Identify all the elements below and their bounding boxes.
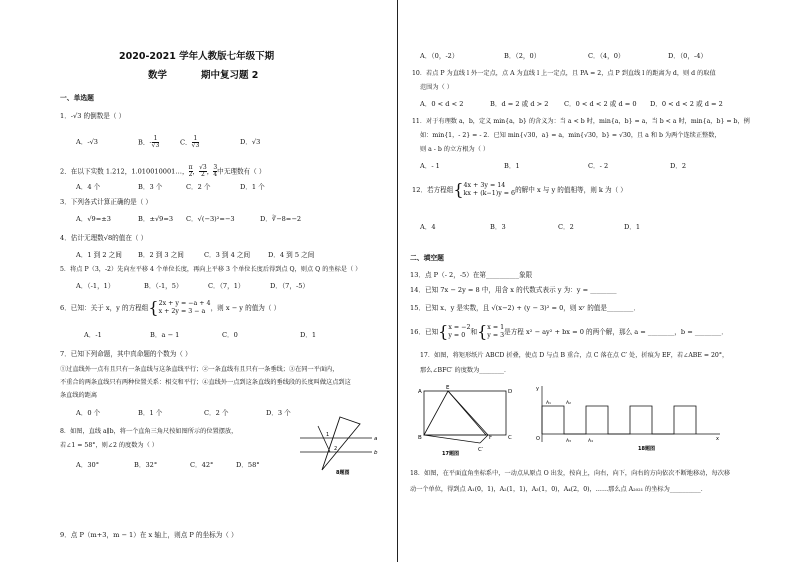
q1-option-a: A．-√3	[76, 138, 98, 146]
q10-option-d: D．0 < d < 2 或 d = 2	[650, 100, 723, 108]
svg-text:y: y	[536, 386, 539, 392]
q9-option-a: A．（0，-2）	[420, 52, 459, 60]
q12-option-b: B．3	[490, 223, 506, 231]
question-18-line-2: 动一个单位，得到点 A₁(0，1)，A₂(1，1)，A₃(1，0)，A₄(2，0)，……那么点 A₂₀₂₁ 的坐标为__________．	[410, 486, 707, 493]
question-12: 12．若方程组{ 4x + 3y = 14 kx + (k−1)y = 6 的解中 x 与 y 的值相等，则 k 为（ ）	[412, 180, 627, 199]
q7-statement-line-3: 条直线的距离	[60, 392, 98, 399]
q6-option-d: D．1	[300, 331, 317, 339]
question-15: 15．已知 x、y 是实数，且 √(x−2) + (y − 3)² = 0，则 xʸ 的值是________．	[410, 304, 640, 312]
q11-option-c: C．- 2	[588, 162, 609, 170]
q9-option-b: B．（2，0）	[504, 52, 541, 60]
question-7: 7．已知下列命题，其中真命题的个数为（ ）	[60, 350, 192, 358]
question-8-line-2: 若∠1 = 58°，则∠2 的度数为（ ）	[60, 442, 158, 449]
question-14: 14．已知 7x − 2y = 8 中，用含 x 的代数式表示 y 为：y = ________	[410, 286, 617, 294]
section-fill-in: 二、填空题	[410, 254, 444, 262]
q7-option-c: C．2 个	[204, 409, 229, 417]
q11-option-a: A．- 1	[420, 162, 440, 170]
question-11-line-2: 如：min{1，- 2} = - 2．已知 min{√30，a} = a，min{√30，b} = √30，且 a 和 b 为两个连续正整数，	[420, 132, 721, 139]
q3-option-b: B．±√9=3	[138, 215, 174, 223]
q1-option-c: C． $\frac{1}{√3}$	[180, 135, 200, 149]
q4-option-a: A．1 到 2 之间	[76, 251, 122, 259]
right-column	[398, 0, 794, 562]
q12-option-a: A．4	[420, 223, 436, 231]
q3-option-a: A．√9=±3	[76, 215, 111, 223]
figure-17	[416, 385, 516, 460]
question-10-line-2: 范围为（ ）	[420, 84, 453, 91]
q10-option-b: B．d = 2 或 d > 2	[490, 100, 549, 108]
figure-8-caption: 8题图	[336, 470, 350, 476]
exam-label: 期中复习题 2	[201, 70, 259, 81]
question-17-line-2: 那么∠BFC′ 的度数为________．	[420, 367, 511, 374]
zigzag-path	[542, 406, 696, 434]
q6-option-b: B．a − 1	[150, 331, 180, 339]
q5-option-d: D．（7，-5）	[270, 282, 309, 290]
q7-option-a: A．0 个	[76, 409, 101, 417]
svg-text:C: C	[508, 435, 512, 441]
svg-text:O: O	[536, 436, 540, 442]
triangle-side	[318, 426, 330, 452]
q9-option-c: C．（4，0）	[588, 52, 625, 60]
q10-option-c: C．0 < d < 2 或 d = 0	[564, 100, 637, 108]
svg-text:A₁: A₁	[546, 401, 551, 406]
q2-option-b: B．3 个	[138, 183, 163, 191]
q5-option-b: B．（-1，5）	[144, 282, 183, 290]
question-11-line-1: 11．对于有理数 a，b，定义 min{a，b} 的含义为：当 a < b 时，min{a，b} = a，当 b < a 时，min{a，b} = b，例	[412, 118, 750, 125]
page-title: 2020-2021 学年人教版七年级下期	[119, 51, 275, 62]
figure-8	[300, 412, 380, 482]
question-1: 1．-√3 的倒数是（ ）	[60, 112, 126, 120]
crease-ef	[448, 391, 488, 435]
svg-text:C′: C′	[478, 447, 484, 453]
svg-text:a: a	[374, 436, 378, 442]
q6-option-c: C．0	[222, 331, 238, 339]
svg-text:B: B	[418, 435, 422, 441]
section-single-choice: 一、单选题	[60, 94, 94, 102]
q6-option-a: A．-1	[84, 331, 102, 339]
svg-text:E: E	[446, 385, 450, 391]
q1-option-b: B．- $\frac{1}{√3}$	[138, 135, 160, 149]
q5-option-a: A．（-1，1）	[76, 282, 115, 290]
svg-text:1: 1	[326, 432, 330, 438]
svg-text:A₃: A₃	[566, 439, 571, 444]
q12-option-c: C．2	[558, 223, 574, 231]
q4-option-b: B．2 到 3 之间	[138, 251, 184, 259]
q2-option-c: C．2 个	[186, 183, 211, 191]
question-13: 13．点 P（- 2，-5）在第__________象限	[410, 271, 533, 279]
q11-option-b: B．1	[504, 162, 520, 170]
svg-text:D: D	[508, 389, 513, 395]
triangle-ruler	[322, 417, 360, 470]
q8-option-c: C．42°	[190, 461, 214, 469]
svg-text:x: x	[716, 436, 719, 442]
q11-option-d: D．2	[670, 162, 687, 170]
svg-text:A: A	[418, 389, 422, 395]
question-11-line-3: 则 a - b 的立方根为（ ）	[420, 146, 490, 153]
q1-option-d: D．√3	[240, 138, 261, 146]
folded-part	[424, 391, 486, 435]
q2-option-d: D．1 个	[240, 183, 265, 191]
q12-option-d: D．1	[624, 223, 641, 231]
q7-option-d: D．3 个	[266, 409, 291, 417]
q8-option-b: B．32°	[134, 461, 158, 469]
q3-option-d: D．∛−8=−2	[260, 215, 302, 223]
svg-text:F: F	[489, 435, 493, 441]
question-3: 3．下列各式计算正确的是（ ）	[60, 198, 153, 206]
question-6: 6．已知：关于 x，y 的方程组{ 2x + y = −a + 4 x + 2y = 3 − a ，则 x − y 的值为（ ）	[60, 298, 281, 317]
svg-text:b: b	[374, 450, 378, 456]
svg-text:2: 2	[334, 446, 338, 452]
figure-18-caption: 18题图	[638, 446, 655, 452]
question-16: 16．已知{ x = −2 y = 0 和{ x = 1 y = 3 是方程 x² − ay² + bx = 0 的两个解，那么 a = ________，b = ________．	[410, 322, 728, 341]
q8-option-d: D．58°	[236, 461, 260, 469]
svg-text:A₄: A₄	[588, 439, 593, 444]
q5-option-c: C．（7，1）	[208, 282, 245, 290]
q4-option-d: D．4 到 5 之间	[268, 251, 315, 259]
left-column	[0, 0, 396, 562]
q3-option-c: C．√(−3)²=−3	[186, 215, 235, 223]
q7-statement-line-2: 不重合的两条直线只有两种位置关系：相交和平行；④直线外一点到这条直线的垂线段的长度叫做这点到这	[60, 379, 351, 386]
q8-option-a: A．30°	[76, 461, 100, 469]
q4-option-c: C．3 到 4 之间	[204, 251, 251, 259]
question-10-line-1: 10．若点 P 为直线 l 外一定点，点 A 为直线 l 上一定点，且 PA = 2，点 P 到直线 l 的距离为 d，则 d 的取值	[412, 70, 716, 77]
figure-18	[534, 382, 724, 454]
question-4: 4．估计无理数√8的值在（ ）	[60, 234, 148, 242]
q2-option-a: A．4 个	[76, 183, 101, 191]
question-17-line-1: 17．如图，将矩形纸片 ABCD 折叠，使点 D 与点 B 重合，点 C 落在点 C′ 处，折痕为 EF，若∠ABE = 20°，	[420, 352, 729, 359]
q9-option-d: D．（0，-4）	[668, 52, 707, 60]
q7-statement-line-1: ①过直线外一点有且只有一条直线与这条直线平行；②一条直线有且只有一条垂线；③在同一平面内，	[60, 366, 339, 373]
svg-text:A₂: A₂	[566, 401, 571, 406]
question-2: 2．在以下实数 1.212，1.010010001…， $\frac{\pi}{2}$ ， $\frac{√3}{2}$ ， $\frac{3}{4}$ 中无理数有（ ）	[60, 164, 266, 178]
subject-label: 数学	[148, 70, 168, 81]
figure-17-caption: 17题图	[442, 451, 459, 457]
q7-option-b: B．1 个	[138, 409, 163, 417]
question-5: 5．将点 P（3，-2）先向左平移 4 个单位长度，再向上平移 3 个单位长度后得到点 Q，则点 Q 的坐标是（ ）	[60, 266, 362, 273]
question-8-line-1: 8．如图，直线 a∥b，将一个直角三角尺按如图所示的位置摆放，	[60, 428, 238, 435]
question-9: 9．点 P（m+3，m − 1）在 x 轴上，则点 P 的坐标为（ ）	[60, 531, 238, 539]
q10-option-a: A．0 < d < 2	[420, 100, 464, 108]
question-18-line-1: 18．如图，在平面直角坐标系中，一动点从原点 O 出发，按向上，向右，向下，向右的方向依次不断地移动，每次移	[410, 470, 731, 477]
